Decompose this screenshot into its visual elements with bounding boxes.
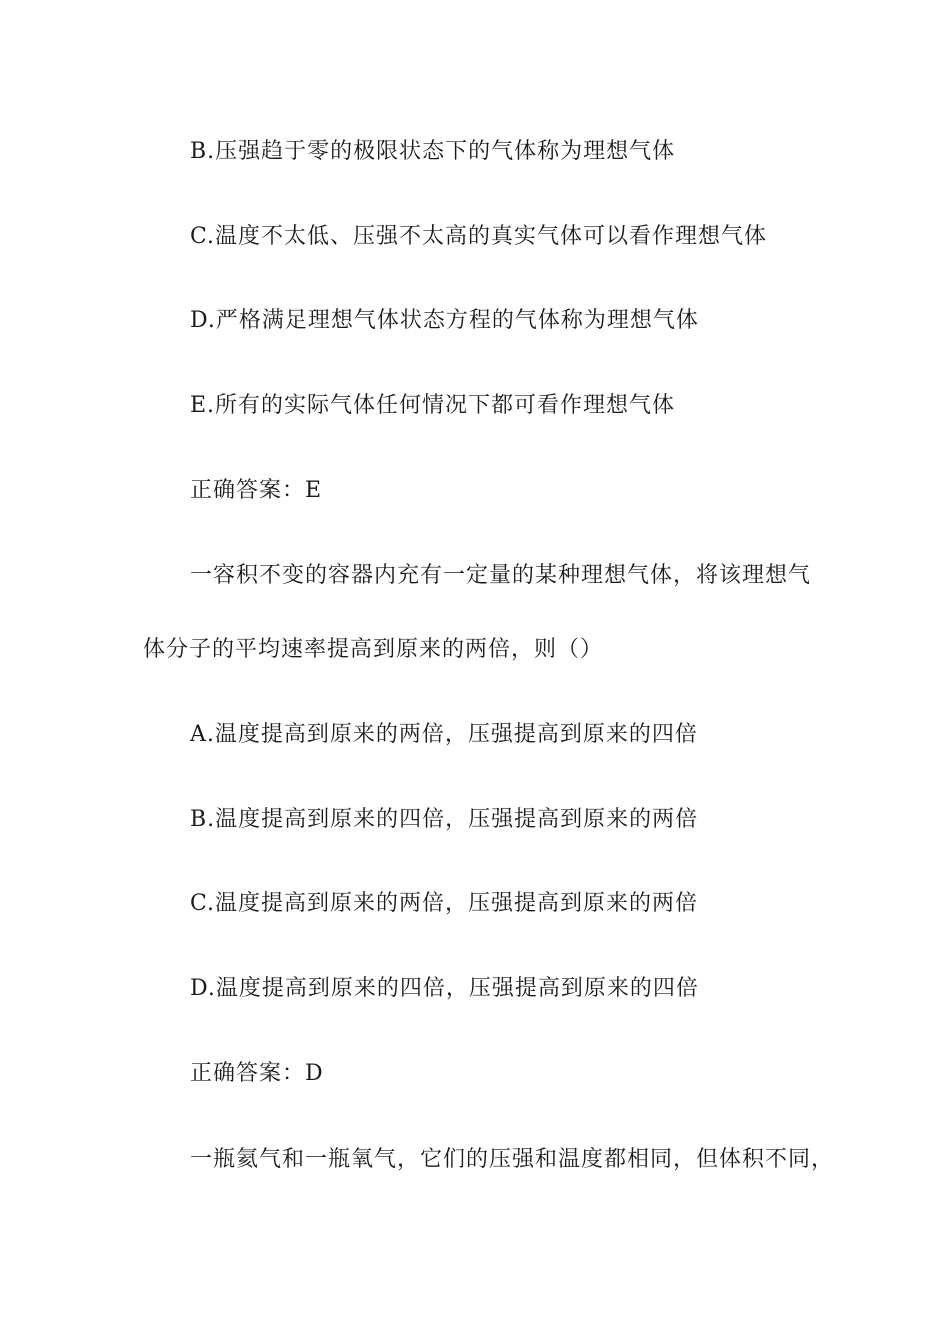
correct-answer: 正确答案：E: [190, 478, 323, 503]
question-stem-line1: 一容积不变的容器内充有一定量的某种理想气体，将该理想气: [190, 563, 812, 588]
option-c: C.温度提高到原来的两倍，压强提高到原来的两倍: [190, 891, 699, 916]
question-stem-line1: 一瓶氦气和一瓶氧气，它们的压强和温度都相同，但体积不同，: [190, 1147, 835, 1172]
option-d: D.严格满足理想气体状态方程的气体称为理想气体: [190, 308, 699, 333]
correct-answer: 正确答案：D: [190, 1061, 324, 1086]
question-stem-line2: 体分子的平均速率提高到原来的两倍，则（）: [143, 637, 604, 662]
option-b: B.压强趋于零的极限状态下的气体称为理想气体: [190, 139, 676, 164]
option-e: E.所有的实际气体任何情况下都可看作理想气体: [190, 393, 676, 418]
option-c: C.温度不太低、压强不太高的真实气体可以看作理想气体: [190, 224, 768, 249]
option-a: A.温度提高到原来的两倍，压强提高到原来的四倍: [190, 722, 698, 747]
option-b: B.温度提高到原来的四倍，压强提高到原来的两倍: [190, 807, 699, 832]
option-d: D.温度提高到原来的四倍，压强提高到原来的四倍: [190, 976, 699, 1001]
